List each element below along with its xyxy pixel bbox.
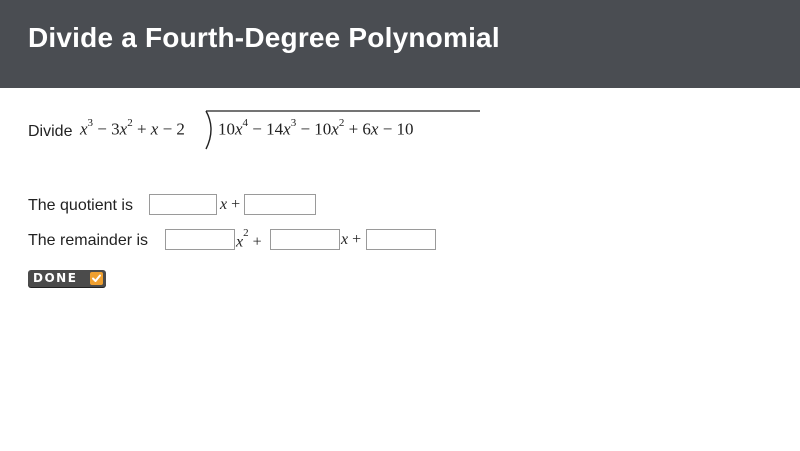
remainder-x2-term: $x^2$ + [236, 227, 262, 251]
quotient-row [28, 194, 328, 218]
division-problem [28, 112, 468, 156]
quotient-constant-input[interactable] [244, 194, 316, 215]
page-header [0, 0, 800, 88]
quotient-x-coefficient-input[interactable] [149, 194, 217, 215]
divisor-expression: $x^3 - 3x^2 + x - 2$ [80, 117, 185, 139]
done-button[interactable] [28, 270, 106, 287]
dividend-expression: $10x^4 - 14x^3 - 10x^2 + 6x - 10$ [218, 117, 414, 139]
page-title: Divide a Fourth-Degree Polynomial [28, 22, 500, 53]
remainder-row [28, 229, 448, 253]
problem-prefix: Divide [28, 123, 73, 140]
quotient-label: The quotient is [28, 197, 133, 214]
done-button-label: DONE [33, 271, 78, 285]
check-icon [90, 272, 103, 285]
remainder-x2-coefficient-input[interactable] [165, 229, 235, 250]
remainder-x-coefficient-input[interactable] [270, 229, 340, 250]
quotient-x-term: x + [220, 196, 241, 213]
remainder-constant-input[interactable] [366, 229, 436, 250]
remainder-x-term: x + [341, 231, 362, 248]
remainder-label: The remainder is [28, 232, 149, 249]
